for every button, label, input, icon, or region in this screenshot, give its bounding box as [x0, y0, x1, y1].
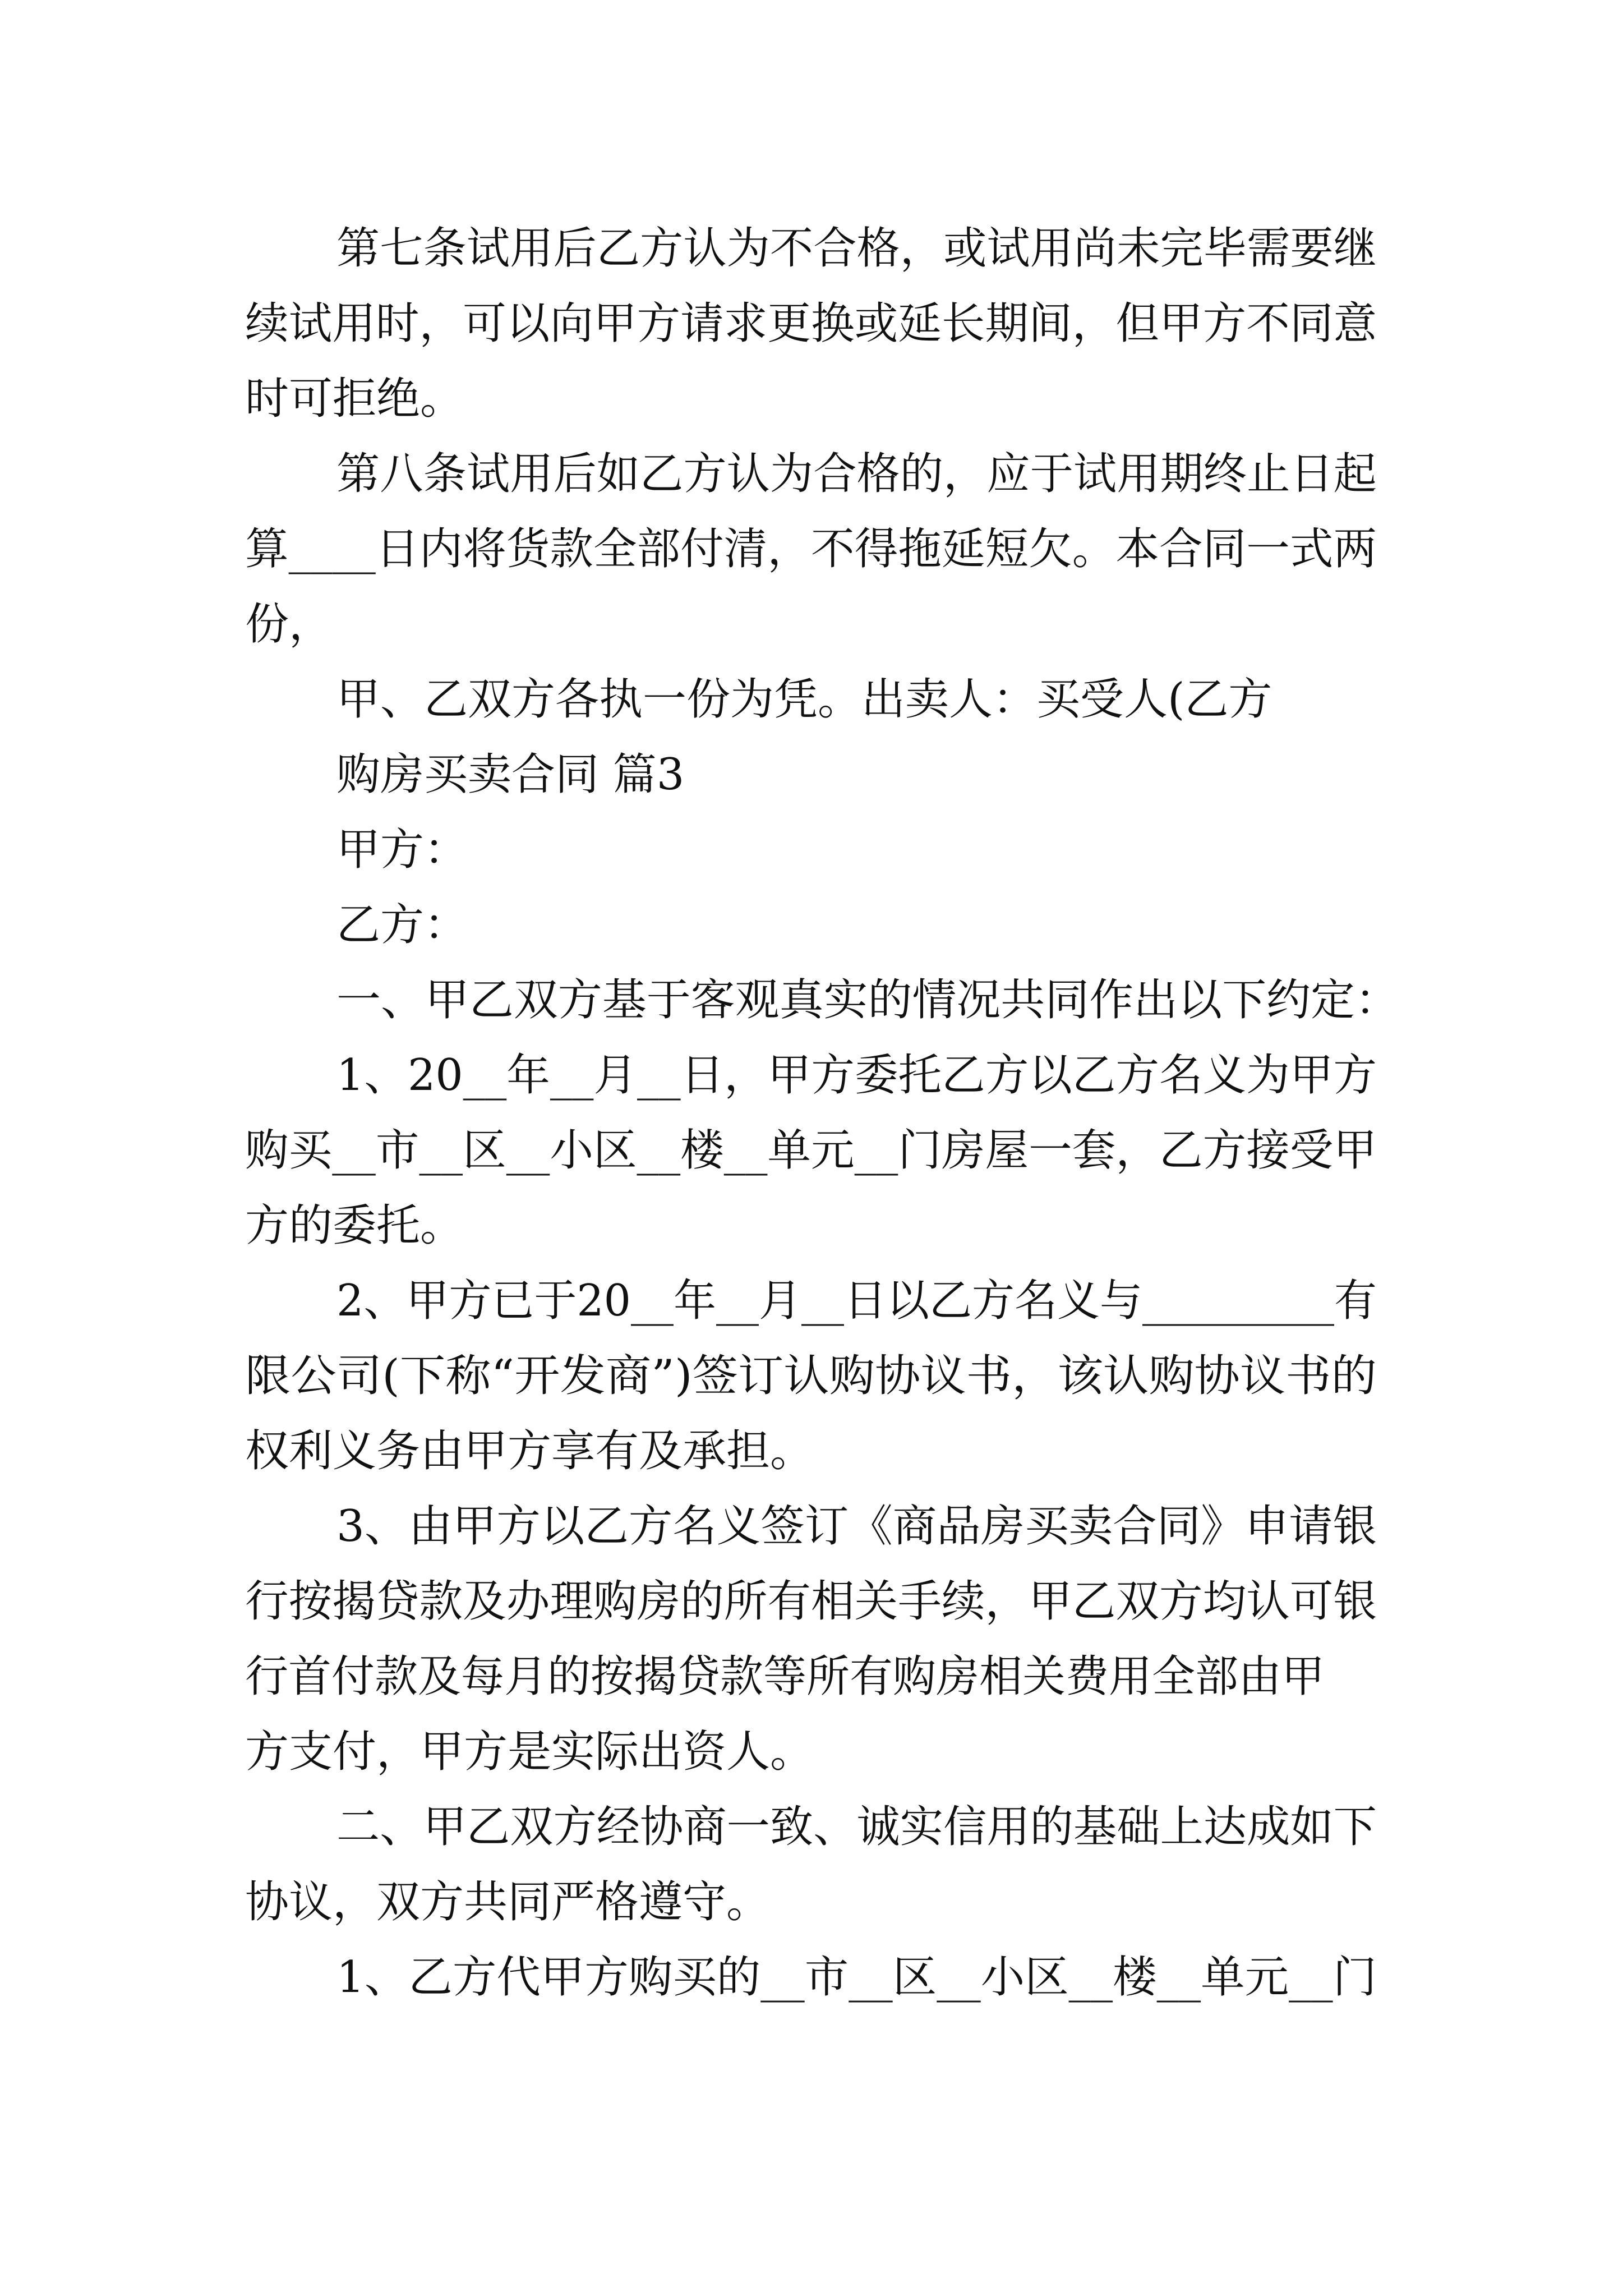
text-line: 1、乙方代甲方购买的__市__区__小区__楼__单元__门: [336, 1952, 1377, 2003]
text-line: 3、由甲方以乙方名义签订《商品房买卖合同》申请银: [336, 1501, 1377, 1552]
text-line: 行首付款及每月的按揭贷款等所有购房相关费用全部由甲: [245, 1651, 1325, 1702]
text-line: 协议，双方共同严格遵守。: [245, 1877, 771, 1927]
text-line: 行按揭贷款及办理购房的所有相关手续，甲乙双方均认可银: [245, 1576, 1377, 1627]
text-line: 2、甲方已于20__年__月__日以乙方名义与_________有: [336, 1276, 1377, 1326]
text-line: 续试用时，可以向甲方请求更换或延长期间，但甲方不同意: [245, 298, 1377, 349]
text-line: 权利义务由甲方享有及承担。: [245, 1426, 814, 1476]
text-line: 方支付，甲方是实际出资人。: [245, 1727, 814, 1777]
text-line: 购买__市__区__小区__楼__单元__门房屋一套，乙方接受甲: [245, 1125, 1377, 1176]
text-line: 时可拒绝。: [245, 374, 464, 424]
text-line: 一、甲乙双方基于客观真实的情况共同作出以下约定：: [336, 975, 1400, 1025]
text-line: 方的委托。: [245, 1200, 464, 1251]
text-line: 第八条试用后如乙方认为合格的，应于试用期终止日起: [336, 449, 1377, 499]
text-line: 甲、乙双方各执一份为凭。出卖人：买受人(乙方: [336, 674, 1272, 725]
text-line: 份，: [245, 599, 333, 650]
section-heading: 购房买卖合同 篇3: [336, 749, 685, 800]
text-line: 1、20__年__月__日，甲方委托乙方以乙方名义为甲方: [336, 1050, 1377, 1101]
text-line: 第七条试用后乙方认为不合格，或试用尚未完毕需要继: [336, 223, 1377, 274]
party-b-label: 乙方：: [336, 900, 468, 950]
party-a-label: 甲方：: [336, 825, 468, 875]
text-line: 限公司(下称“开发商”)签订认购协议书，该认购协议书的: [245, 1351, 1377, 1401]
text-line: 二、甲乙双方经协商一致、诚实信用的基础上达成如下: [336, 1802, 1377, 1852]
text-line: 算____日内将货款全部付清，不得拖延短欠。本合同一式两: [245, 524, 1377, 574]
